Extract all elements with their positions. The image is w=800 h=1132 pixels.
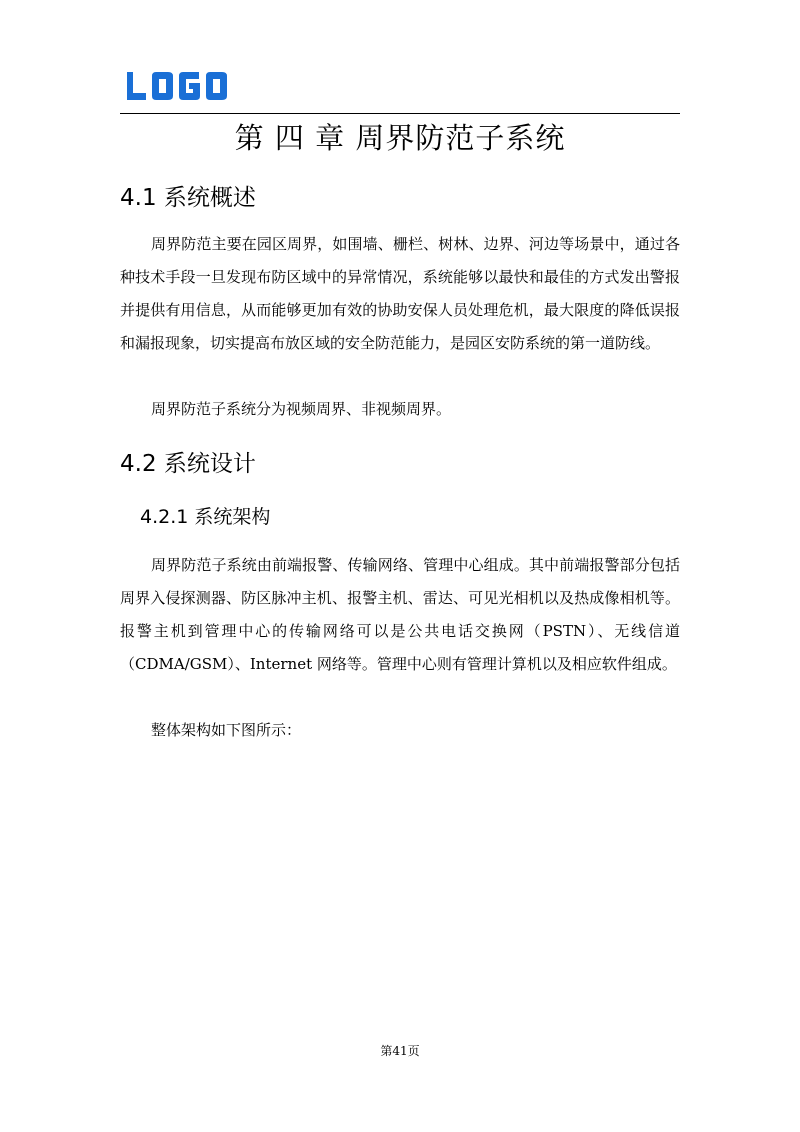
section-heading-4-2-1: 4.2.1 系统架构 <box>140 506 271 528</box>
paragraph-figure-intro: 整体架构如下图所示： <box>151 721 302 739</box>
page-number: 第41页 <box>380 1044 420 1058</box>
paragraph-overview: 周界防范主要在园区周界，如围墙、栅栏、树林、边界、河边等场景中，通过各种技术手段一旦发现布防区域中的异常情况，系统能够以最快和最佳的方式发出警报并提供有用信息，从而能够更加有效的协助安保人员处理危机，最大限度的降低误报和漏报现象，切实提高布放区域的安全防范能力，是园区安防系统的第一道防线。 <box>120 235 680 352</box>
chapter-title: 第 四 章 周界防范子系统 <box>234 121 566 155</box>
logo-image <box>127 72 227 100</box>
header-divider <box>120 113 680 114</box>
section-heading-4-2: 4.2 系统设计 <box>120 451 256 477</box>
paragraph-subsystem-types: 周界防范子系统分为视频周界、非视频周界。 <box>151 400 452 418</box>
section-heading-4-1: 4.1 系统概述 <box>120 185 256 211</box>
paragraph-architecture: 周界防范子系统由前端报警、传输网络、管理中心组成。其中前端报警部分包括周界入侵探测器、防区脉冲主机、报警主机、雷达、可见光相机以及热成像相机等。报警主机到管理中心的传输网络可以是公共电话交换网（PSTN）、无线信道（CDMA/GSM）、Internet 网络等。管理中心则有管理计算机以及相应软件组成。 <box>120 556 680 673</box>
